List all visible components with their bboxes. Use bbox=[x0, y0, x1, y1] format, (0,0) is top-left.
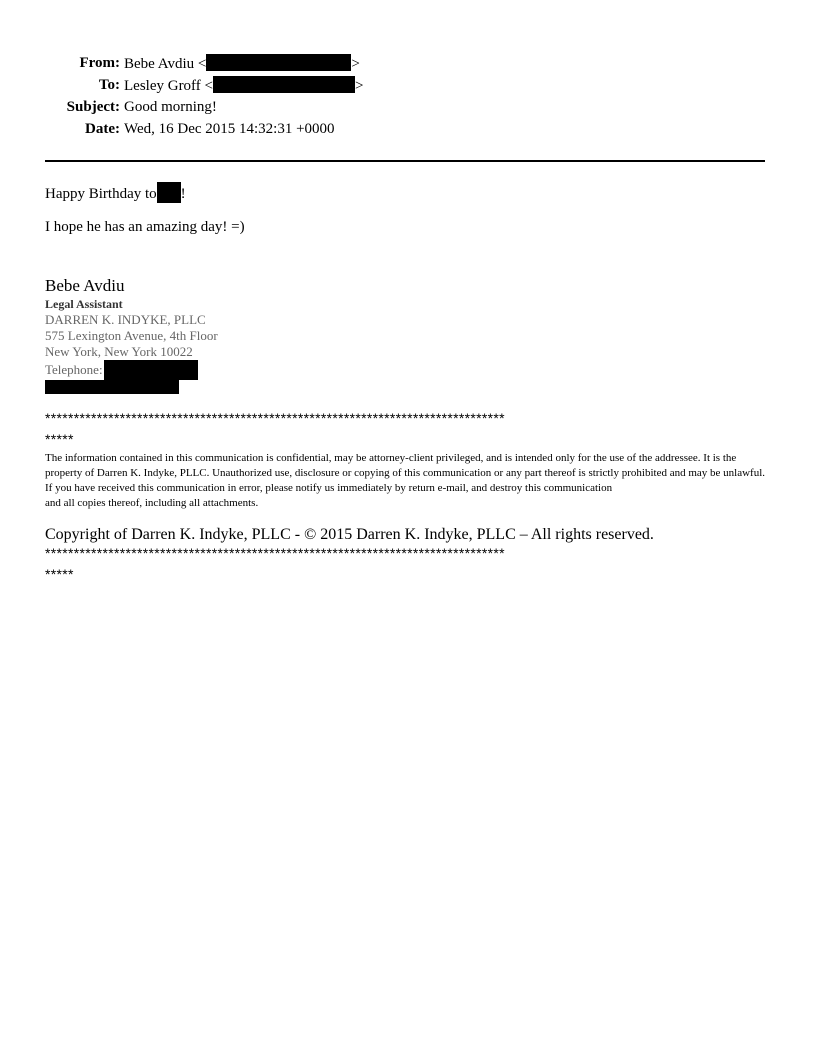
to-value bbox=[124, 76, 363, 95]
email-signature bbox=[45, 276, 218, 395]
subject-value: Good morning! bbox=[124, 99, 217, 115]
from-row bbox=[0, 54, 816, 76]
to-row bbox=[0, 76, 816, 98]
stars-line: ***** bbox=[45, 566, 74, 582]
redaction-box bbox=[45, 380, 179, 394]
confidentiality-disclaimer bbox=[45, 451, 769, 511]
disclaimer-text: The information contained in this communication is confidential, may be attorney-client privileged, and is intended only for the use of the addressee. It is the property of Darren K. Indyke, PLLC. Unauthorized use, disclosure or copying of this communication or any part thereof is strictly prohibited and may be unlawful. If you have received this communication in error, please notify us immediately by return e-mail, and destroy this communication bbox=[45, 452, 766, 494]
signature-address-1: 575 Lexington Avenue, 4th Floor bbox=[45, 328, 218, 343]
header-divider bbox=[45, 160, 765, 162]
from-name: Bebe Avdiu < bbox=[124, 56, 207, 72]
signature-firm: DARREN K. INDYKE, PLLC bbox=[45, 312, 206, 327]
date-row bbox=[0, 120, 816, 142]
date-value: Wed, 16 Dec 2015 14:32:31 +0000 bbox=[124, 121, 335, 137]
stars-divider-bottom bbox=[45, 543, 505, 585]
signature-title: Legal Assistant bbox=[45, 297, 123, 311]
stars-line: ******************************************************************************** bbox=[45, 410, 505, 426]
stars-divider-top bbox=[45, 408, 505, 450]
signature-redacted-line bbox=[45, 380, 218, 395]
from-close: > bbox=[351, 56, 360, 72]
copyright-notice: Copyright of Darren K. Indyke, PLLC - © 2015 Darren K. Indyke, PLLC – All rights reserved. bbox=[45, 526, 654, 543]
redaction-box bbox=[104, 360, 198, 380]
to-label: To: bbox=[98, 77, 120, 93]
from-value bbox=[124, 54, 360, 73]
signature-telephone bbox=[45, 360, 218, 380]
body-line-1 bbox=[45, 182, 186, 203]
to-name: Lesley Groff < bbox=[124, 78, 213, 94]
disclaimer-text-end: and all copies thereof, including all attachments. bbox=[45, 497, 259, 509]
body-line-2: I hope he has an amazing day! =) bbox=[45, 219, 245, 235]
signature-address-2: New York, New York 10022 bbox=[45, 344, 193, 359]
from-label: From: bbox=[79, 55, 120, 71]
birthday-suffix: ! bbox=[180, 186, 186, 202]
stars-line: ******************************************************************************** bbox=[45, 545, 505, 561]
redaction-box bbox=[206, 54, 351, 71]
to-close: > bbox=[355, 78, 364, 94]
subject-row bbox=[0, 98, 816, 120]
subject-label: Subject: bbox=[66, 99, 120, 115]
email-header bbox=[0, 54, 816, 142]
telephone-label: Telephone: bbox=[45, 362, 103, 377]
stars-line: ***** bbox=[45, 431, 74, 447]
birthday-text: Happy Birthday to bbox=[45, 186, 157, 202]
date-label: Date: bbox=[85, 121, 120, 137]
redaction-box bbox=[213, 76, 355, 93]
redaction-box bbox=[157, 182, 181, 203]
signature-name: Bebe Avdiu bbox=[45, 276, 125, 295]
